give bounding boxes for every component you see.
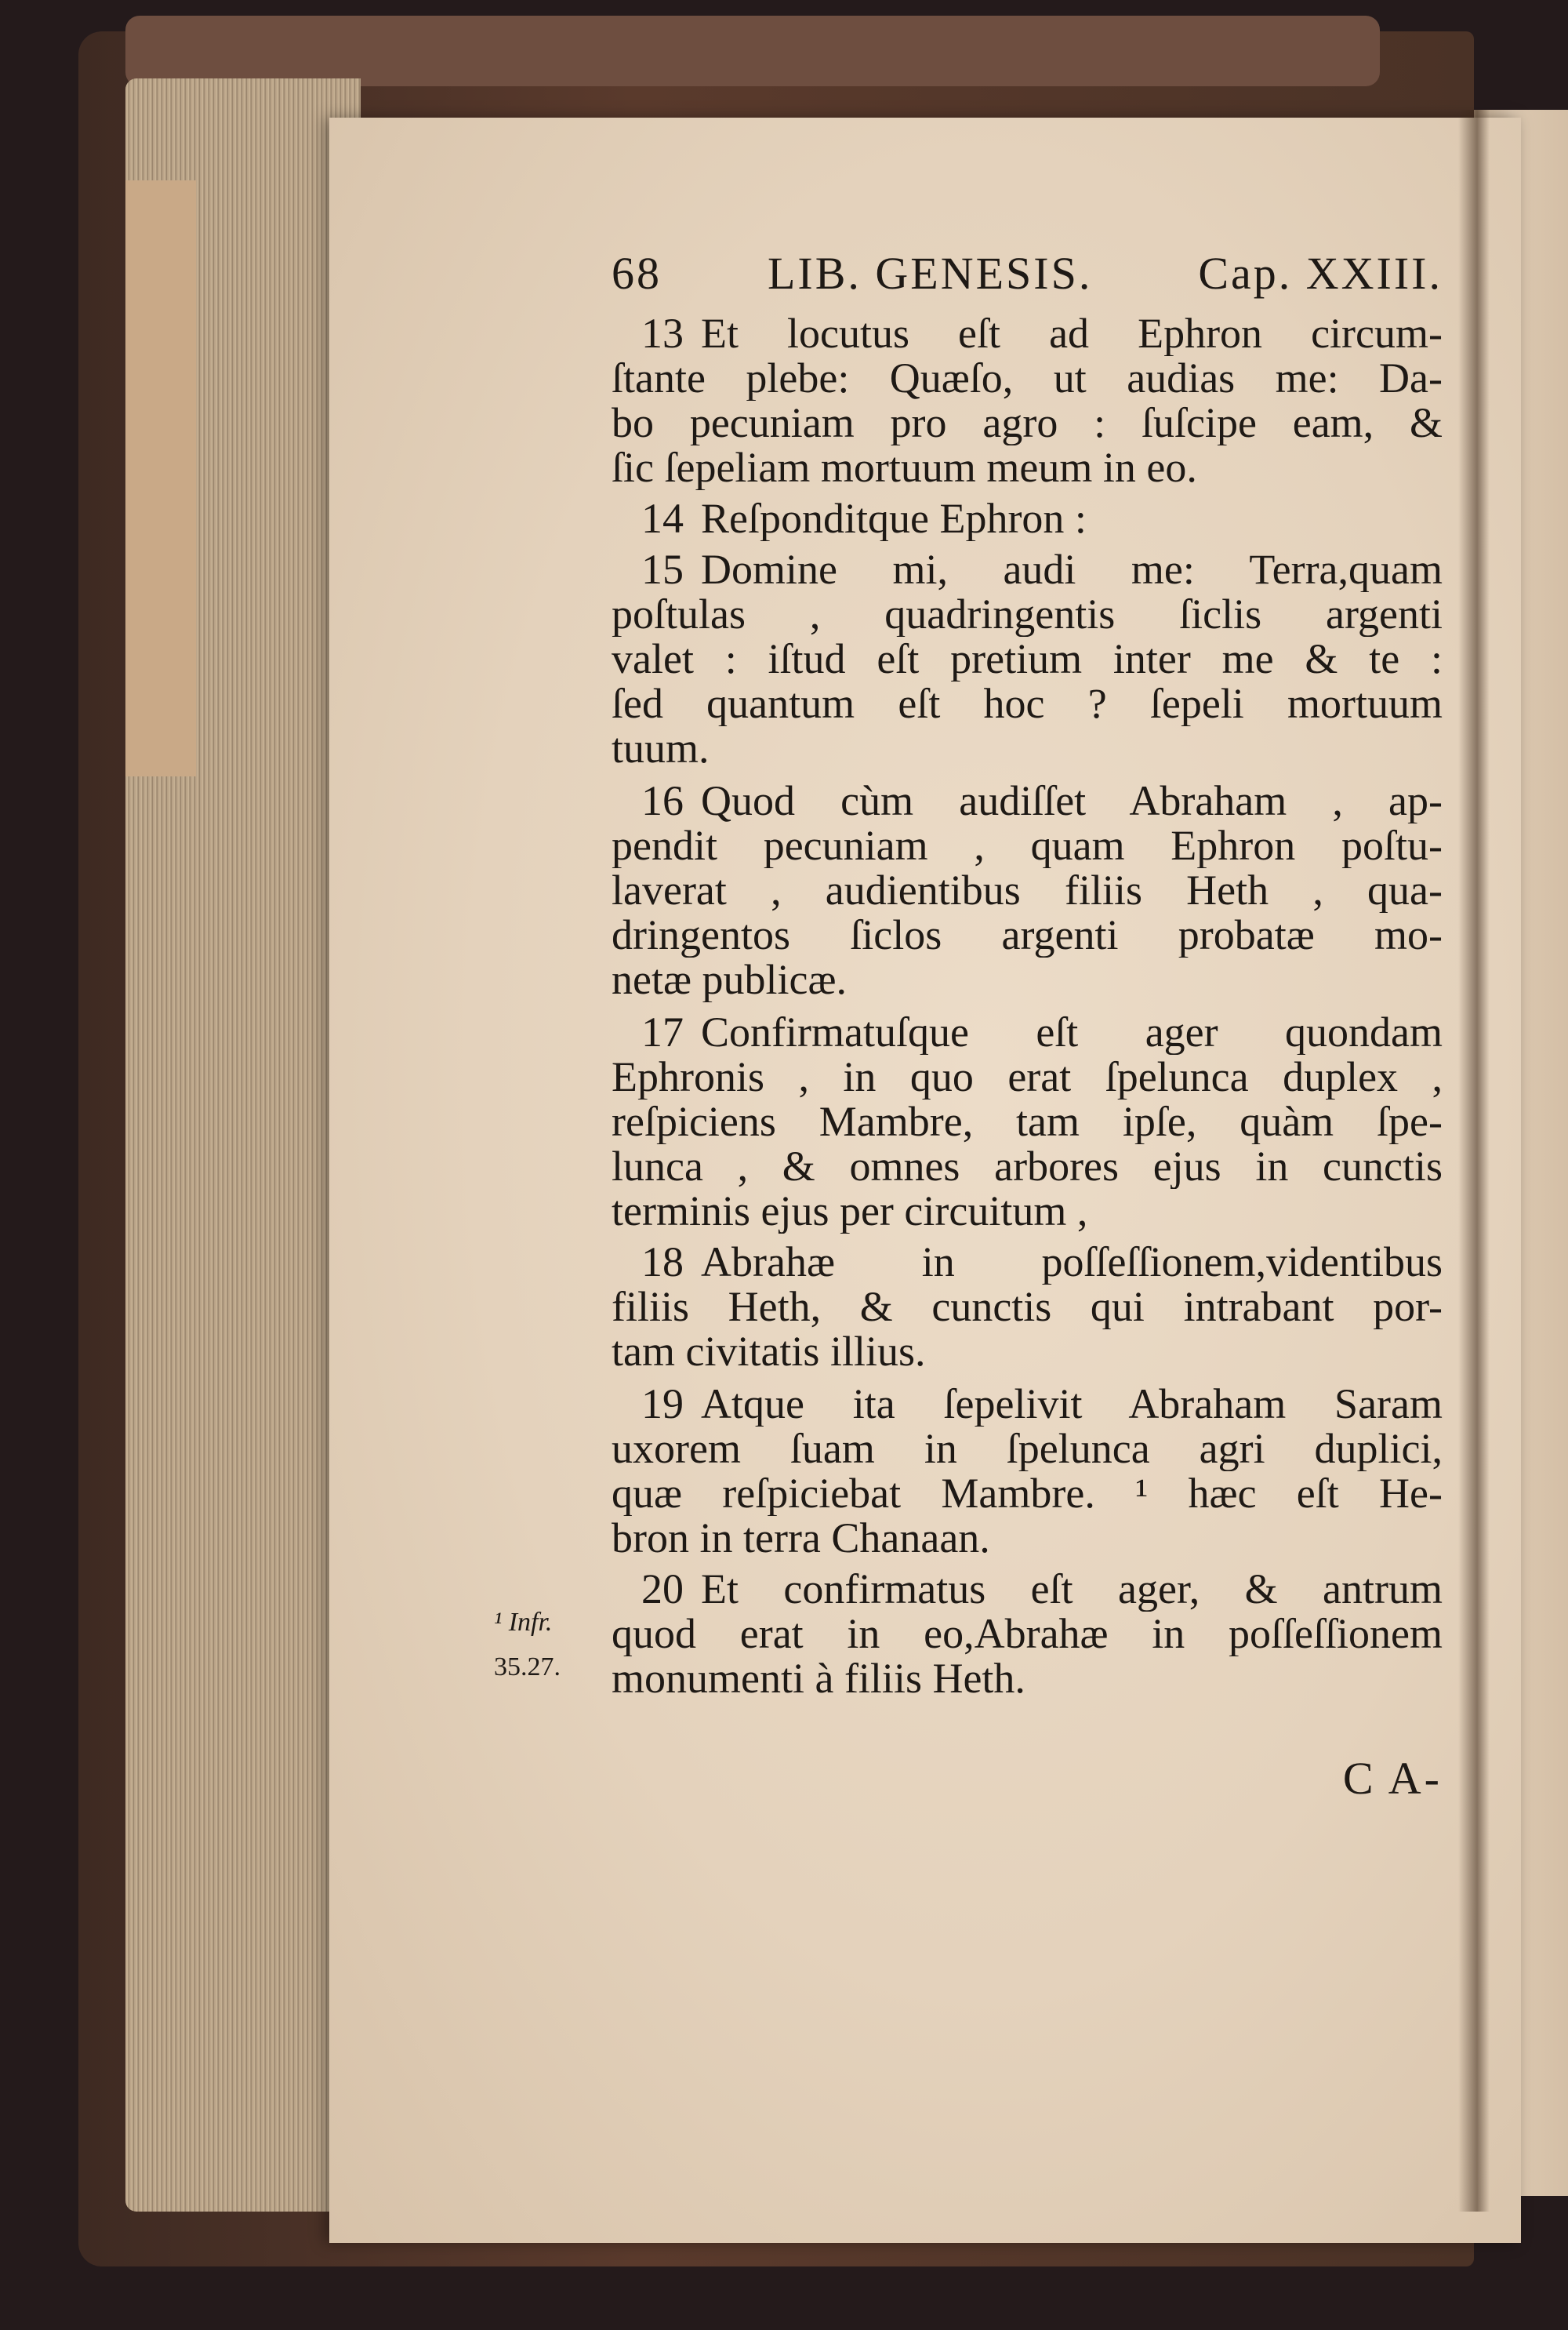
page-number: 68	[612, 248, 662, 299]
verse-text: reſpiciens Mambre, tam ipſe, quàm ſpe-	[612, 1100, 1443, 1144]
verse-line	[612, 823, 1443, 868]
margin-note	[494, 1600, 604, 1689]
verse-16	[612, 779, 1443, 1002]
verse-text: Ephronis , in quo erat ſpelunca duplex ,	[612, 1055, 1443, 1100]
text-block	[612, 247, 1443, 1801]
verse-line	[612, 1427, 1443, 1471]
verse-line	[612, 1329, 1443, 1374]
bookmark-slip	[125, 180, 196, 776]
verse-line	[612, 401, 1443, 445]
verse-number: 15	[641, 547, 684, 592]
verse-line	[612, 913, 1443, 958]
verse-line	[612, 1100, 1443, 1144]
verse-number: 16	[641, 779, 684, 823]
verse-number: 17	[641, 1010, 684, 1055]
verse-text: Quod cùm audiſſet Abraham , ap-	[701, 779, 1443, 823]
verse-first-line	[612, 1382, 1443, 1427]
verse-text: terminis ejus per circuitum ,	[612, 1189, 1088, 1234]
verse-text: ſic ſepeliam mortuum meum in eo.	[612, 445, 1197, 490]
verse-number: 13	[641, 311, 684, 356]
margin-note-line-1: ¹ Infr.	[494, 1608, 553, 1637]
verse-line	[612, 1656, 1443, 1701]
verse-first-line	[612, 311, 1443, 356]
verse-text: tuum.	[612, 726, 710, 771]
verse-text: Confirmatuſque eſt ager quondam	[701, 1010, 1443, 1055]
verse-line	[612, 958, 1443, 1002]
verse-text: Atque ita ſepelivit Abraham Saram	[701, 1382, 1443, 1427]
page-gutter-shadow	[1458, 110, 1490, 2212]
verse-line	[612, 682, 1443, 726]
verse-text: laverat , audientibus filiis Heth , qua-	[612, 868, 1443, 913]
verse-15	[612, 547, 1443, 771]
verse-line	[612, 868, 1443, 913]
verse-text: uxorem ſuam in ſpelunca agri duplici,	[612, 1427, 1443, 1471]
verse-text: dringentos ſiclos argenti probatæ mo-	[612, 913, 1443, 958]
verse-text: Et locutus eſt ad Ephron circum-	[701, 311, 1443, 356]
catchword: C A-	[1342, 1756, 1443, 1801]
cover-top-edge	[125, 16, 1380, 86]
verse-text: Reſponditque Ephron :	[701, 496, 1087, 541]
verse-line	[612, 726, 1443, 771]
verse-first-line	[612, 779, 1443, 823]
chapter-label: Cap. XXIII.	[1198, 248, 1443, 299]
margin-note-line-2: 35.27.	[494, 1652, 561, 1681]
verse-text: netæ publicæ.	[612, 958, 847, 1002]
verse-text: poſtulas , quadringentis ſiclis argenti	[612, 592, 1443, 637]
verse-17	[612, 1010, 1443, 1234]
verse-text: ſtante plebe: Quæſo, ut audias me: Da-	[612, 356, 1443, 401]
verse-18	[612, 1240, 1443, 1374]
verse-first-line	[612, 547, 1443, 592]
verse-number: 20	[641, 1567, 684, 1612]
verse-text: monumenti à filiis Heth.	[612, 1656, 1025, 1701]
verse-first-line	[612, 1567, 1443, 1612]
verse-text: Abrahæ in poſſeſſionem,videntibus	[701, 1240, 1443, 1285]
verse-line	[612, 637, 1443, 682]
verse-line	[612, 1471, 1443, 1516]
verse-first-line	[612, 1240, 1443, 1285]
verse-text: tam civitatis illius.	[612, 1329, 926, 1374]
verse-text: Domine mi, audi me: Terra,quam	[701, 547, 1443, 592]
verse-text: filiis Heth, & cunctis qui intrabant por-	[612, 1285, 1443, 1329]
verse-line	[612, 356, 1443, 401]
verse-20	[612, 1567, 1443, 1701]
verse-line	[612, 1144, 1443, 1189]
verse-first-line	[612, 1010, 1443, 1055]
verse-text: lunca , & omnes arbores ejus in cunctis	[612, 1144, 1443, 1189]
verse-14	[612, 496, 1443, 541]
verse-number: 18	[641, 1240, 684, 1285]
verse-number: 14	[641, 496, 684, 541]
verse-text: bo pecuniam pro agro : ſuſcipe eam, &	[612, 401, 1443, 445]
verse-line	[612, 592, 1443, 637]
verse-line	[612, 1516, 1443, 1561]
book-title: LIB. GENESIS.	[767, 248, 1093, 299]
verse-text: Et confirmatus eſt ager, & antrum	[701, 1567, 1443, 1612]
verse-text: bron in terra Chanaan.	[612, 1516, 990, 1561]
verse-first-line	[612, 496, 1443, 541]
verse-text: quod erat in eo,Abrahæ in poſſeſſionem	[612, 1612, 1443, 1656]
verse-text: ſed quantum eſt hoc ? ſepeli mortuum	[612, 682, 1443, 726]
verse-line	[612, 1612, 1443, 1656]
verse-text: quæ reſpiciebat Mambre. ¹ hæc eſt He-	[612, 1471, 1443, 1516]
verse-text: pendit pecuniam , quam Ephron poſtu-	[612, 823, 1443, 868]
verse-line	[612, 445, 1443, 490]
verses	[612, 311, 1443, 1701]
verse-19	[612, 1382, 1443, 1561]
verse-line	[612, 1055, 1443, 1100]
verse-number: 19	[641, 1382, 684, 1427]
running-head	[612, 247, 1443, 311]
verse-13	[612, 311, 1443, 490]
verse-text: valet : iſtud eſt pretium inter me & te :	[612, 637, 1443, 682]
verse-line	[612, 1285, 1443, 1329]
verse-line	[612, 1189, 1443, 1234]
